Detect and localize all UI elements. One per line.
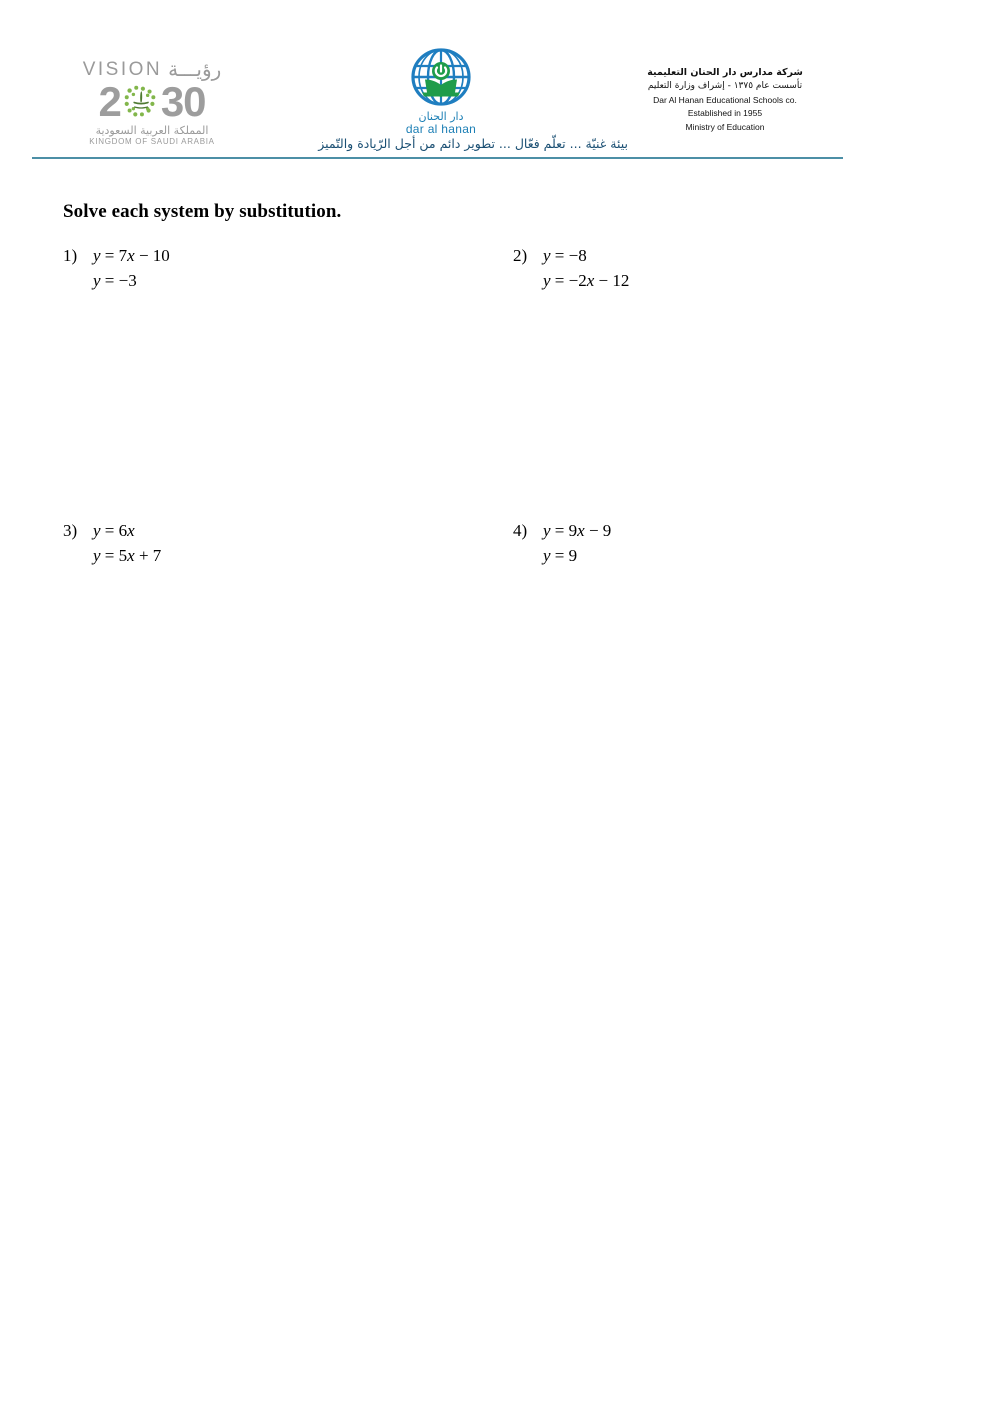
equation-line: y = −2x − 12 <box>543 271 630 290</box>
school-name-english: Dar Al Hanan Educational Schools co. <box>653 95 797 106</box>
school-established-english: Established in 1955 <box>687 108 763 119</box>
equation-line: y = 6x <box>93 521 135 540</box>
vision-subtitle-ar: المملكة العربية السعودية <box>95 124 209 137</box>
problem-item-2 <box>513 243 629 293</box>
problem-equations <box>543 243 629 293</box>
globe-book-lamp-icon <box>406 48 476 110</box>
school-tagline: بيئة غنيّة ... تعلّم فعّال ... تطوير دائم من أجل الرّيادة والتّميز <box>318 136 628 151</box>
dar-al-hanan-name-ar: دار الحنان <box>418 110 464 123</box>
equation-line: y = 7x − 10 <box>93 246 170 265</box>
problem-number: 2) <box>513 246 528 265</box>
problem-number: 3) <box>63 521 78 540</box>
problem-item-1 <box>63 243 170 293</box>
saudi-palm-swords-emblem-icon <box>122 83 160 121</box>
equation-line: y = −3 <box>93 271 137 290</box>
problem-item-3 <box>63 518 161 568</box>
problem-number: 4) <box>513 521 528 540</box>
dar-al-hanan-logo <box>393 48 489 136</box>
vision-wordmark-ar: رؤيـــة <box>168 57 222 81</box>
equation-line: y = 5x + 7 <box>93 546 162 565</box>
problem-equations <box>543 518 611 568</box>
vision-year-row <box>72 78 232 125</box>
school-established-arabic: تأسست عام ١٣٧٥ - إشراف وزارة التعليم <box>647 81 803 92</box>
school-name-arabic: شركة مدارس دار الحنان التعليمية <box>647 67 803 78</box>
vision-year-digit-2: 2 <box>98 78 121 125</box>
problem-number: 1) <box>63 246 78 265</box>
equation-line: y = 9x − 9 <box>543 521 612 540</box>
header-divider <box>32 157 843 159</box>
problem-equations <box>93 518 161 568</box>
vision-year-digits-30: 30 <box>160 78 206 125</box>
equation-line: y = −8 <box>543 246 587 265</box>
vision-wordmark-en: VISION <box>82 58 163 80</box>
school-info-block <box>600 66 850 134</box>
vision-logo-top-row <box>72 58 232 80</box>
page-title: Solve each system by substitution. <box>63 201 342 222</box>
school-ministry-english: Ministry of Education <box>685 121 765 132</box>
problem-item-4 <box>513 518 611 568</box>
page-header <box>0 0 1000 165</box>
dar-al-hanan-name-en: dar al hanan <box>405 122 477 137</box>
problem-equations <box>93 243 170 293</box>
equation-line: y = 9 <box>543 546 578 565</box>
vision-2030-logo <box>72 58 232 147</box>
vision-subtitle-en: KINGDOM OF SAUDI ARABIA <box>89 137 215 147</box>
